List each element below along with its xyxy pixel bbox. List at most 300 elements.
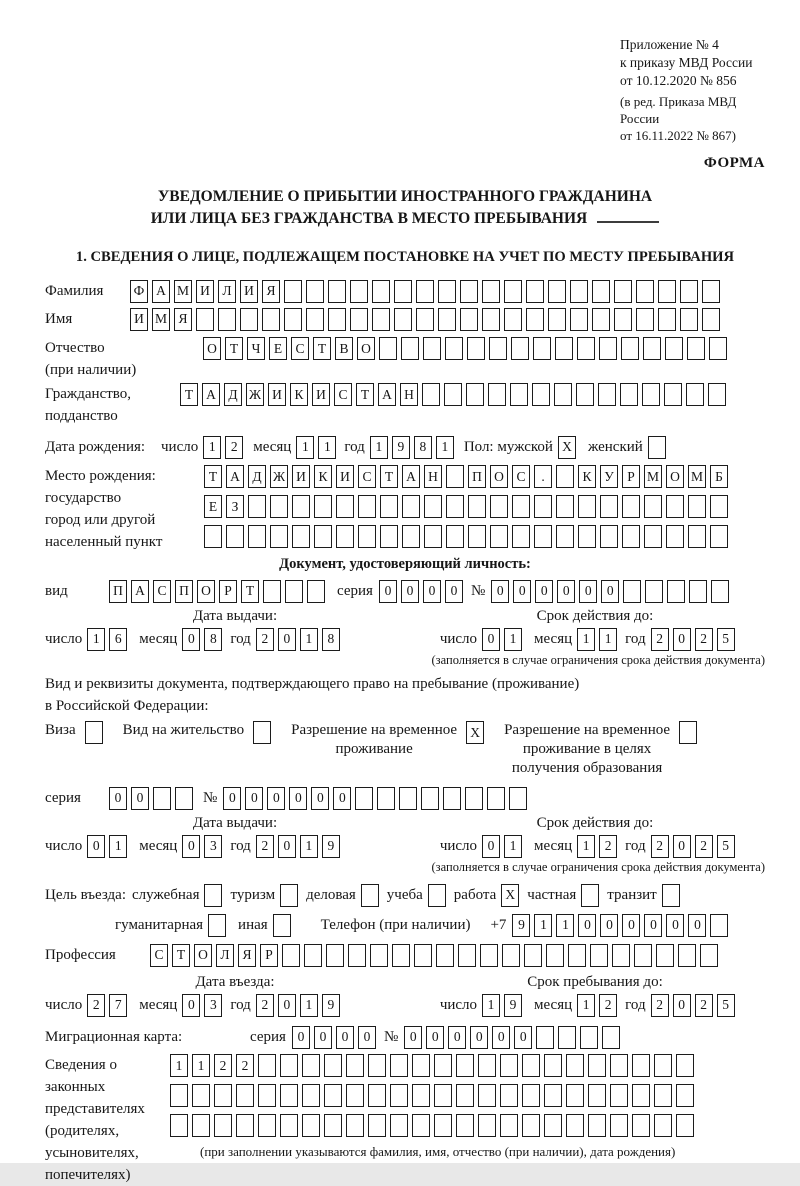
entry-year-cells [256,994,340,1017]
birth-year-group: год 1 9 8 1 [344,435,453,459]
char-cell: 1 [504,628,522,651]
char-cell: Т [180,383,198,406]
char-cell: И [336,465,354,488]
stay-expiry-month-cells [577,835,617,858]
birth-place-label: Место рождения: государство город или другой населенный пункт [45,468,163,550]
char-cell [380,525,398,548]
char-cell [175,787,193,810]
char-cell: С [334,383,352,406]
phone-prefix: +7 [490,917,507,933]
char-cell [580,1026,598,1049]
char-cell [678,944,696,967]
char-cell [490,495,508,518]
char-cell [634,944,652,967]
char-cell: 0 [314,1026,332,1049]
char-cell [600,525,618,548]
char-cell [478,1114,496,1137]
id-expiry-month: месяц 1 1 [534,627,617,651]
char-cell [500,1054,518,1077]
temp-edu-item: Разрешение на временное проживание в целях получения образования [504,721,697,778]
citizenship-label: Гражданство, подданство [45,386,132,424]
char-cell [85,721,103,744]
char-cell [533,337,551,360]
char-cell [456,1084,474,1107]
char-cell [702,280,720,303]
char-cell: 0 [600,914,618,937]
stay-doc-line2: в Российской Федерации: [45,698,209,714]
char-cell [643,337,661,360]
char-cell [468,495,486,518]
char-cell: 7 [109,994,127,1017]
stay-series-label: серия [45,790,81,806]
char-cell [460,308,478,331]
char-cell [328,280,346,303]
char-cell: П [468,465,486,488]
char-cell [588,1054,606,1077]
char-cell: Т [172,944,190,967]
id-doc-row [45,579,765,603]
char-cell: Т [204,465,222,488]
char-cell [394,308,412,331]
char-cell: 0 [445,580,463,603]
char-cell [636,308,654,331]
char-cell: 1 [170,1054,188,1077]
char-cell [372,308,390,331]
char-cell [379,337,397,360]
char-cell: О [194,944,212,967]
stay-dates-row [45,834,765,858]
stay-issue-year-cells [256,835,340,858]
stay-issue-year: год 2 0 1 9 [230,834,339,858]
forma-label: ФОРМА [703,155,765,171]
char-cell: 5 [717,994,735,1017]
char-cell [478,1054,496,1077]
stay-expiry-year-cells [651,835,735,858]
id-expiry-day: число 0 1 [440,627,522,651]
char-cell [487,787,505,810]
char-cell: 0 [535,580,553,603]
char-cell [546,944,564,967]
char-cell [443,787,461,810]
purpose-humanitarian: гуманитарная [115,913,226,937]
char-cell [438,280,456,303]
char-cell [490,525,508,548]
char-cell: 9 [322,994,340,1017]
char-cell: 1 [370,436,388,459]
char-cell [555,337,573,360]
char-cell [380,495,398,518]
representatives-cells-row3 [170,1114,694,1137]
char-cell [556,525,574,548]
id-issue-year: год 2 0 1 8 [230,627,339,651]
char-cell: Т [380,465,398,488]
char-cell: Ф [130,280,148,303]
char-cell: И [240,280,258,303]
temp-permit-checkbox [466,721,484,744]
char-cell [511,337,529,360]
char-cell: С [291,337,309,360]
char-cell [214,1084,232,1107]
mig-number-label: № [383,1029,399,1045]
char-cell [434,1084,452,1107]
visa-item: Виза [45,721,103,744]
representatives-cells-row1 [170,1054,694,1077]
char-cell: 2 [256,994,274,1017]
char-cell [577,337,595,360]
id-expiry-year: год 2 0 2 5 [625,627,734,651]
char-cell: 2 [225,436,243,459]
char-cell: 5 [717,835,735,858]
stay-expiry-year: год 2 0 2 5 [625,834,734,858]
char-cell: К [314,465,332,488]
char-cell [504,308,522,331]
char-cell [414,944,432,967]
char-cell [170,1084,188,1107]
char-cell [399,787,417,810]
birth-day-cells [203,436,243,459]
char-cell: Р [622,465,640,488]
char-cell: Р [260,944,278,967]
char-cell [416,308,434,331]
char-cell [284,308,302,331]
doc-type-cells [109,580,325,603]
purpose-work-checkbox [501,884,519,907]
citizenship-row [45,383,765,427]
char-cell [534,495,552,518]
char-cell [412,1114,430,1137]
char-cell [554,383,572,406]
char-cell: 1 [203,436,221,459]
char-cell: И [312,383,330,406]
char-cell [314,525,332,548]
stay-until-day-cells [482,994,522,1017]
char-cell [621,337,639,360]
stay-number-cells [223,787,527,810]
char-cell: 1 [577,835,595,858]
char-cell [401,337,419,360]
char-cell [512,495,530,518]
stay-until-day: число 1 9 [440,993,522,1017]
purpose-official-checkbox [204,884,222,907]
char-cell: 8 [414,436,432,459]
char-cell [622,525,640,548]
char-cell [436,944,454,967]
char-cell: 0 [223,787,241,810]
appendix-note [620,93,765,144]
char-cell [644,525,662,548]
char-cell: 0 [289,787,307,810]
birth-place-cells-row3 [204,525,728,548]
char-cell: 0 [514,1026,532,1049]
purpose-other: иная [238,913,291,937]
birth-date-row [45,435,765,459]
char-cell: И [268,383,286,406]
purpose-row [45,883,765,907]
char-cell: 3 [204,994,222,1017]
char-cell [412,1084,430,1107]
char-cell [654,1114,672,1137]
char-cell: 1 [436,436,454,459]
birth-date-label: Дата рождения: [45,439,146,455]
char-cell [446,495,464,518]
char-cell: Ж [246,383,264,406]
char-cell [622,495,640,518]
char-cell: О [666,465,684,488]
char-cell [654,1054,672,1077]
char-cell [214,1114,232,1137]
permit-type-row [45,721,765,778]
char-cell [665,337,683,360]
char-cell [566,1054,584,1077]
char-cell: 0 [182,994,200,1017]
char-cell [392,944,410,967]
char-cell [524,944,542,967]
id-issue-header: Дата выдачи: [192,608,278,624]
char-cell [667,580,685,603]
char-cell [438,308,456,331]
entry-year: год 2 0 1 9 [230,993,339,1017]
char-cell [204,525,222,548]
char-cell [548,280,566,303]
char-cell: 0 [578,914,596,937]
char-cell [428,884,446,907]
id-series-label: серия [337,583,373,599]
char-cell [346,1114,364,1137]
char-cell: 0 [688,914,706,937]
id-dates-row [45,627,765,651]
id-issue-year-cells [256,628,340,651]
char-cell: Т [356,383,374,406]
char-cell: С [150,944,168,967]
char-cell: 1 [482,994,500,1017]
char-cell: А [402,465,420,488]
char-cell [536,1026,554,1049]
id-expiry-day-cells [482,628,522,651]
char-cell [676,1114,694,1137]
char-cell [614,308,632,331]
purpose-tourism: туризм [230,883,298,907]
migration-card-label: Миграционная карта: [45,1029,183,1045]
representatives-cells-row2 [170,1084,694,1107]
representatives-note: (при заполнении указываются фамилия, имя, отчество (при наличии), дата рождения) [200,1144,676,1159]
char-cell [522,1114,540,1137]
char-cell [656,944,674,967]
sex-male-group: Пол: мужской X [464,435,576,459]
char-cell [570,280,588,303]
char-cell [680,308,698,331]
profession-cells [150,944,718,967]
char-cell: 1 [599,628,617,651]
char-cell: 8 [204,628,222,651]
char-cell: 1 [534,914,552,937]
purpose-humanitarian-checkbox [208,914,226,937]
char-cell [576,383,594,406]
char-cell [612,944,630,967]
citizenship-cells [180,383,726,406]
char-cell: 0 [131,787,149,810]
char-cell [645,580,663,603]
char-cell [314,495,332,518]
purpose-work: работа X [454,883,520,907]
char-cell [368,1114,386,1137]
char-cell [588,1114,606,1137]
char-cell [710,525,728,548]
char-cell: 2 [695,994,713,1017]
char-cell [590,944,608,967]
char-cell [558,1026,576,1049]
visa-checkbox [85,721,103,744]
char-cell [662,884,680,907]
char-cell [688,495,706,518]
char-cell [236,1084,254,1107]
stay-until-year: год 2 0 2 5 [625,993,734,1017]
char-cell [687,337,705,360]
char-cell: О [357,337,375,360]
char-cell [598,383,616,406]
stay-until-year-cells [651,994,735,1017]
char-cell [358,525,376,548]
stay-until-month: месяц 1 2 [534,993,617,1017]
purpose-transit: транзит [607,883,679,907]
char-cell: 0 [182,835,200,858]
stay-expiry-day: число 0 1 [440,834,522,858]
char-cell [192,1114,210,1137]
stay-series-cells [109,787,193,810]
char-cell [226,525,244,548]
char-cell [248,495,266,518]
char-cell [170,1114,188,1137]
char-cell [592,280,610,303]
char-cell [270,495,288,518]
char-cell [253,721,271,744]
mig-series-label: серия [250,1029,286,1045]
char-cell [424,495,442,518]
mig-number-cells [404,1026,620,1049]
surname-row [45,279,765,303]
char-cell: 0 [358,1026,376,1049]
char-cell: 1 [300,835,318,858]
char-cell [466,383,484,406]
purpose-study-checkbox [428,884,446,907]
char-cell: Т [241,580,259,603]
id-expiry-header: Срок действия до: [536,608,654,624]
char-cell: 1 [504,835,522,858]
char-cell: 0 [673,994,691,1017]
char-cell [581,884,599,907]
char-cell [402,495,420,518]
char-cell [204,884,222,907]
char-cell [632,1054,650,1077]
patronymic-row [45,337,765,381]
char-cell: 1 [300,628,318,651]
char-cell [284,280,302,303]
char-cell: 0 [673,835,691,858]
char-cell: 0 [448,1026,466,1049]
char-cell: Н [400,383,418,406]
id-doc-heading: Документ, удостоверяющий личность: [279,556,531,572]
char-cell: 0 [491,580,509,603]
char-cell [688,525,706,548]
char-cell: Я [174,308,192,331]
purpose-row2 [115,913,765,937]
birth-place-cells-row1 [204,465,728,488]
stay-issue-day: число 0 1 [45,834,127,858]
char-cell: 0 [423,580,441,603]
char-cell [689,580,707,603]
birth-month-group: месяц 1 1 [253,435,336,459]
char-cell [336,525,354,548]
stay-issue-month: месяц 0 3 [139,834,222,858]
char-cell: С [512,465,530,488]
char-cell [394,280,412,303]
char-cell: П [175,580,193,603]
char-cell [422,383,440,406]
profession-label: Профессия [45,947,116,963]
char-cell: С [358,465,376,488]
appendix-line-1: Приложение № 4 [620,37,719,52]
char-cell [326,944,344,967]
char-cell: 0 [492,1026,510,1049]
entry-month-cells [182,994,222,1017]
char-cell [456,1054,474,1077]
char-cell: 1 [556,914,574,937]
temp-edu-checkbox [679,721,697,744]
char-cell: 2 [651,994,669,1017]
char-cell [620,383,638,406]
char-cell [368,1084,386,1107]
char-cell [676,1084,694,1107]
char-cell: А [226,465,244,488]
id-issue-day: число 1 6 [45,627,127,651]
char-cell [522,1084,540,1107]
birth-place-cells [204,465,728,548]
birth-day-group: число 1 2 [161,435,243,459]
char-cell [302,1054,320,1077]
purpose-official: служебная [132,883,223,907]
char-cell: 2 [695,628,713,651]
char-cell [262,308,280,331]
stay-number-label: № [203,790,218,806]
char-cell [711,580,729,603]
char-cell [658,280,676,303]
char-cell [280,1084,298,1107]
appendix-note-1: (в ред. Приказа МВД России [620,94,737,126]
char-cell: 0 [182,628,200,651]
char-cell: Т [225,337,243,360]
char-cell [544,1114,562,1137]
char-cell [509,787,527,810]
char-cell: 0 [470,1026,488,1049]
char-cell: К [290,383,308,406]
char-cell [556,495,574,518]
char-cell: 0 [109,787,127,810]
char-cell [602,1026,620,1049]
char-cell: А [378,383,396,406]
stay-date-headers [45,814,765,832]
stay-until-header: Срок пребывания до: [527,974,663,990]
entry-day: число 2 7 [45,993,127,1017]
char-cell [610,1054,628,1077]
char-cell [458,944,476,967]
char-cell [370,944,388,967]
char-cell [600,495,618,518]
char-cell: 1 [318,436,336,459]
char-cell [644,495,662,518]
char-cell [390,1084,408,1107]
sex-female-checkbox [648,436,666,459]
char-cell: X [466,721,484,744]
char-cell: 0 [401,580,419,603]
